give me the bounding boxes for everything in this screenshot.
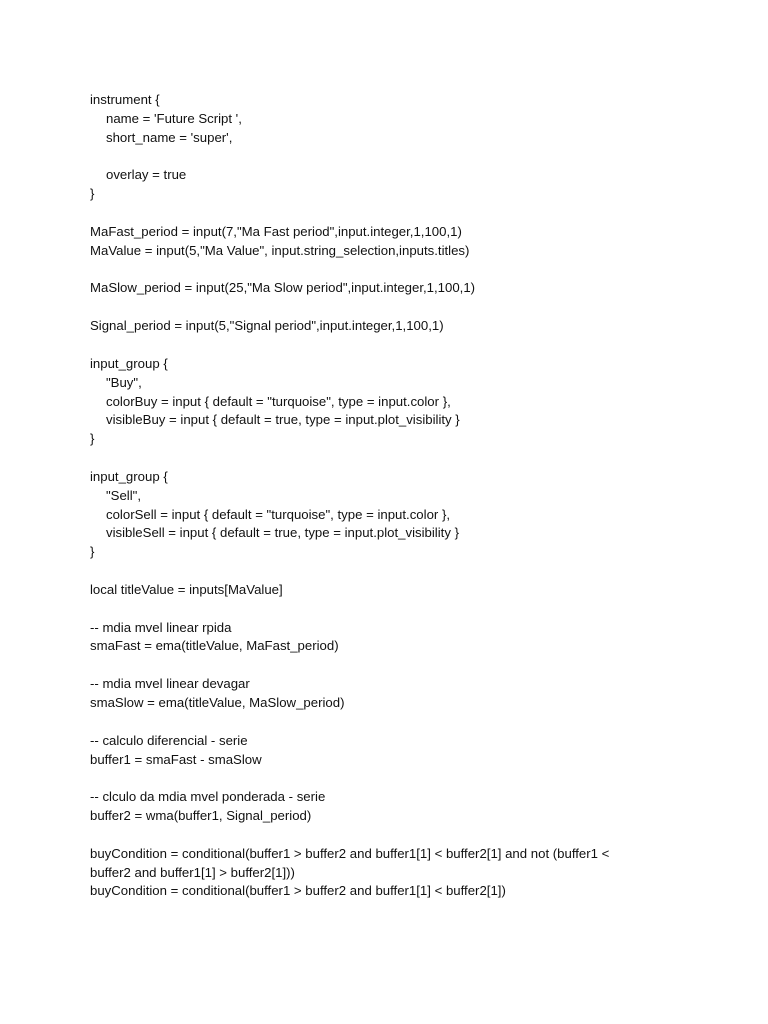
blank-line: [90, 713, 690, 732]
code-line: visibleBuy = input { default = true, type = input.plot_visibility }: [106, 412, 460, 428]
code-line: name = 'Future Script ',: [106, 110, 242, 126]
code-line: MaSlow_period = input(25,"Ma Slow period",input.integer,1,100,1): [90, 280, 476, 296]
code-line: }: [90, 186, 95, 202]
code-listing: [90, 91, 690, 901]
code-line: input_group {: [90, 468, 168, 484]
code-line: buffer2 = wma(buffer1, Signal_period): [90, 808, 312, 824]
blank-line: [90, 600, 690, 619]
code-line: MaFast_period = input(7,"Ma Fast period",input.integer,1,100,1): [90, 223, 462, 239]
code-line: visibleSell = input { default = true, type = input.plot_visibility }: [106, 525, 459, 541]
code-line: instrument {: [90, 92, 160, 107]
blank-line: [90, 336, 690, 355]
code-line: colorSell = input { default = "turquoise", type = input.color },: [106, 506, 451, 522]
code-line: buffer2 and buffer1[1] > buffer2[1])): [90, 864, 295, 880]
code-line: buyCondition = conditional(buffer1 > buffer2 and buffer1[1] < buffer2[1] and not (buffer1 <: [90, 845, 610, 861]
code-line: short_name = 'super',: [106, 129, 233, 145]
code-line: -- mdia mvel linear rpida: [90, 619, 232, 635]
code-line: overlay = true: [106, 167, 187, 183]
code-line: Signal_period = input(5,"Signal period",input.integer,1,100,1): [90, 318, 444, 334]
blank-line: [90, 204, 690, 223]
code-line: smaSlow = ema(titleValue, MaSlow_period): [90, 695, 345, 710]
code-line: }: [90, 431, 95, 447]
code-line: local titleValue = inputs[MaValue]: [90, 581, 283, 597]
code-line: buyCondition = conditional(buffer1 > buffer2 and buffer1[1] < buffer2[1]): [90, 883, 506, 899]
code-line: }: [90, 544, 95, 560]
code-line: MaValue = input(5,"Ma Value", input.string_selection,inputs.titles): [90, 242, 470, 258]
blank-line: [90, 261, 690, 280]
code-line: "Sell",: [106, 487, 142, 503]
blank-line: [90, 298, 690, 317]
blank-line: [90, 769, 690, 788]
code-line: colorBuy = input { default = "turquoise", type = input.color },: [106, 393, 451, 409]
blank-line: [90, 148, 690, 167]
code-line: buffer1 = smaFast - smaSlow: [90, 751, 262, 767]
blank-line: [90, 562, 690, 581]
code-line: smaFast = ema(titleValue, MaFast_period): [90, 638, 339, 654]
code-line: -- clculo da mdia mvel ponderada - serie: [90, 789, 326, 805]
code-line: "Buy",: [106, 374, 142, 390]
code-line: -- calculo diferencial - serie: [90, 732, 248, 748]
blank-line: [90, 449, 690, 468]
blank-line: [90, 656, 690, 675]
code-line: -- mdia mvel linear devagar: [90, 676, 250, 692]
blank-line: [90, 826, 690, 845]
code-line: input_group {: [90, 355, 168, 371]
